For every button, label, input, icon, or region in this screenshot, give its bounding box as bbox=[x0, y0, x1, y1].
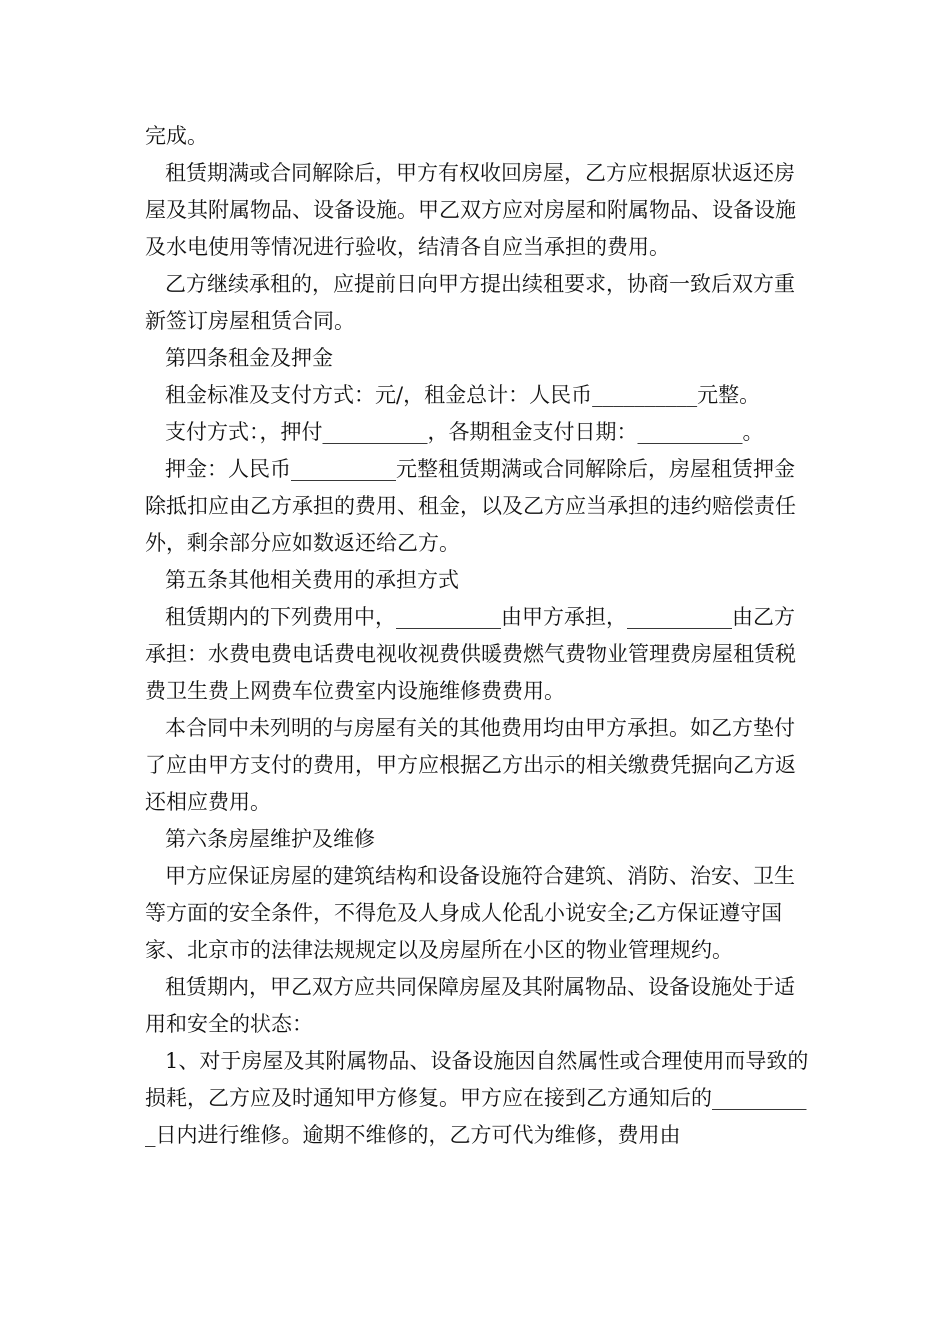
paragraph-payment-method: 支付方式：，押付__________，各期租金支付日期：__________。 bbox=[145, 420, 764, 444]
paragraph-rent-standard: 租金标准及支付方式：元/，租金总计：人民币__________元整。 bbox=[145, 383, 761, 407]
paragraph-item-1: 1、对于房屋及其附属物品、设备设施因自然属性或合理使用而导致的损耗，乙方应及时通知甲方修复。甲方应在接到乙方通知后的__________日内进行维修。逾期不维修的，乙方可代为维修，费用由 bbox=[145, 1049, 809, 1147]
heading-article-6: 第六条房屋维护及维修 bbox=[145, 827, 376, 851]
paragraph-maintenance: 租赁期内，甲乙双方应共同保障房屋及其附属物品、设备设施处于适用和安全的状态： bbox=[145, 975, 796, 1036]
paragraph-other-fees: 本合同中未列明的与房屋有关的其他费用均由甲方承担。如乙方垫付了应由甲方支付的费用，甲方应根据乙方出示的相关缴费凭据向乙方返还相应费用。 bbox=[145, 716, 796, 814]
paragraph-continuation: 完成。 bbox=[145, 124, 208, 148]
heading-article-4: 第四条租金及押金 bbox=[145, 346, 334, 370]
document-body bbox=[145, 118, 810, 1154]
paragraph-deposit: 押金：人民币__________元整租赁期满或合同解除后，房屋租赁押金除抵扣应由乙方承担的费用、租金，以及乙方应当承担的违约赔偿责任外，剩余部分应如数返还给乙方。 bbox=[145, 457, 796, 555]
paragraph-return-house: 租赁期满或合同解除后，甲方有权收回房屋，乙方应根据原状返还房屋及其附属物品、设备设施。甲乙双方应对房屋和附属物品、设备设施及水电使用等情况进行验收，结清各自应当承担的费用。 bbox=[145, 161, 796, 259]
paragraph-safety: 甲方应保证房屋的建筑结构和设备设施符合建筑、消防、治安、卫生等方面的安全条件，不得危及人身成人伦乱小说安全;乙方保证遵守国家、北京市的法律法规规定以及房屋所在小区的物业管理规约。 bbox=[145, 864, 796, 962]
heading-article-5: 第五条其他相关费用的承担方式 bbox=[145, 568, 460, 592]
paragraph-renewal: 乙方继续承租的，应提前日向甲方提出续租要求，协商一致后双方重新签订房屋租赁合同。 bbox=[145, 272, 796, 333]
paragraph-fees-split: 租赁期内的下列费用中，__________由甲方承担，__________由乙方承担：水费电费电话费电视收视费供暖费燃气费物业管理费房屋租赁税费卫生费上网费车位费室内设施维修费费用。 bbox=[145, 605, 796, 703]
